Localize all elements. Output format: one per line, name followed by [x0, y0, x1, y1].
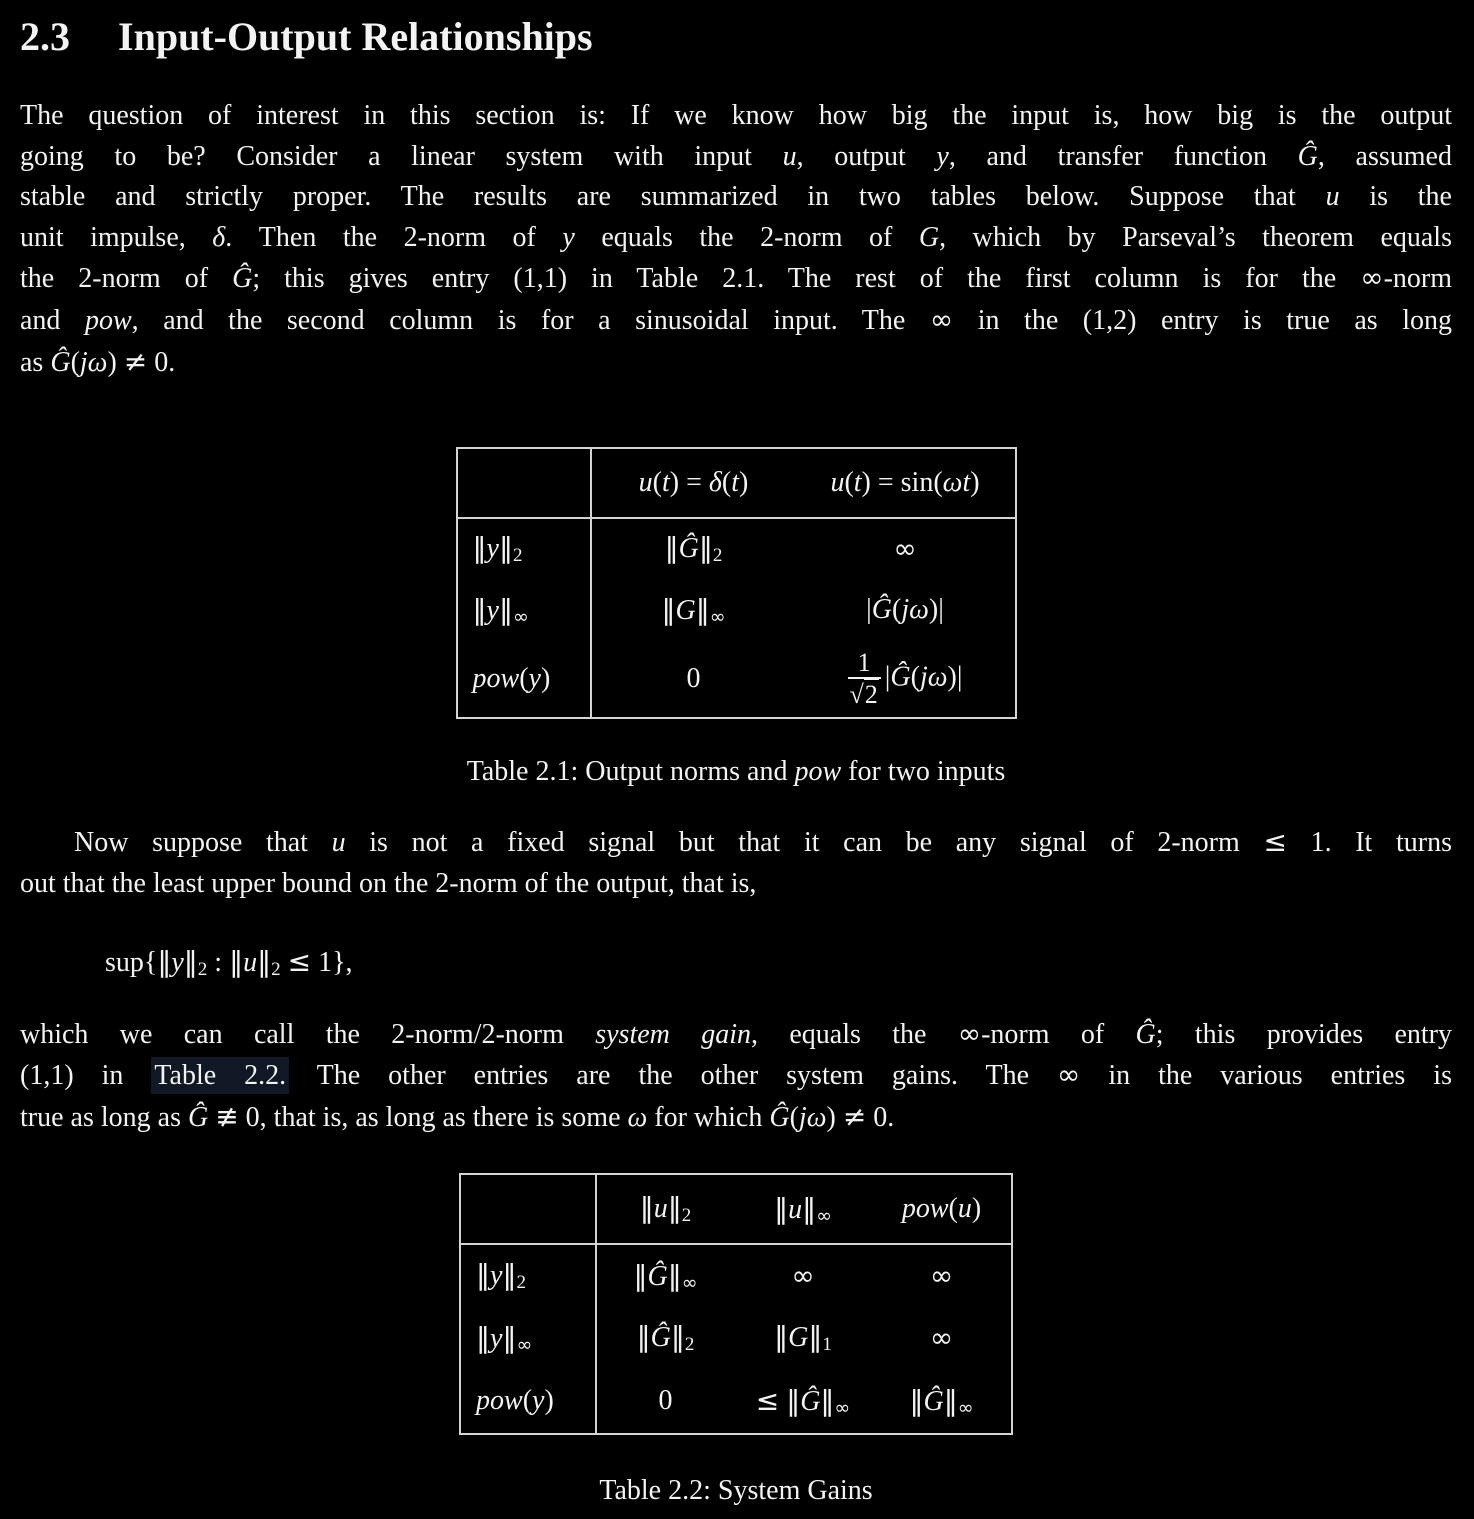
text-segment: is not a fixed signal but that it can be any signal of 2-norm	[345, 827, 1264, 859]
t2-row2-cell-3	[872, 1307, 1012, 1369]
text-segment: unit impulse,	[20, 221, 213, 253]
math-variable: u	[1325, 181, 1340, 213]
text-line	[20, 137, 1452, 178]
math-variable: δ	[212, 221, 226, 253]
text-segment: ∞	[929, 302, 954, 336]
text-segment: (1,1) in	[20, 1060, 152, 1092]
math-variable: Ĝ	[923, 1385, 944, 1417]
text-segment: ‖	[909, 1383, 924, 1417]
text-line	[20, 1097, 1452, 1139]
text-line	[20, 1014, 1452, 1056]
math-variable: t	[853, 467, 862, 499]
text-segment: the 2-norm of	[20, 263, 233, 295]
text-segment: ‖	[774, 1191, 789, 1225]
t1-row3-cell-impulse	[591, 641, 796, 718]
text-segment: The other entries are the other system gains. The	[289, 1060, 1058, 1092]
math-variable: G	[675, 594, 696, 626]
t1-row3-sin-expression	[885, 662, 963, 693]
text-segment: ∞	[957, 1396, 974, 1419]
text-segment: ≤	[755, 1383, 780, 1417]
fraction-one-over-sqrt2	[848, 649, 881, 709]
text-segment: 2	[516, 1272, 526, 1294]
math-variable: pow	[476, 1385, 523, 1417]
text-segment: )|	[947, 661, 963, 693]
text-segment: ‖	[476, 1320, 490, 1354]
table-2-2	[459, 1173, 1013, 1435]
text-segment: 0.	[147, 346, 176, 378]
text-segment: )	[826, 1101, 843, 1133]
text-segment: ‖	[639, 1191, 654, 1225]
text-segment: in the various entries is	[1080, 1060, 1452, 1092]
text-segment: ) = sin(	[861, 467, 943, 499]
t1-row2-cell-sinusoid	[796, 579, 1016, 641]
math-variable: y	[936, 140, 949, 172]
text-segment: ‖	[229, 945, 244, 979]
text-segment: equals the 2-norm of	[574, 221, 919, 253]
t2-row2-cell-1	[596, 1307, 734, 1369]
text-segment: )	[739, 467, 749, 499]
text-segment: ≢	[215, 1099, 239, 1133]
math-variable: G	[788, 1322, 809, 1354]
t2-head-u2	[596, 1174, 734, 1244]
table-row	[457, 448, 1016, 518]
text-line	[20, 258, 1452, 300]
text-segment: ∞	[1360, 261, 1384, 295]
math-variable: u	[957, 1193, 972, 1225]
text-segment: 1	[822, 1334, 832, 1356]
math-variable: Ĝ	[890, 661, 911, 693]
t1-row1-cell-sinusoid	[796, 518, 1016, 579]
t2-row1-cell-1	[596, 1244, 734, 1307]
text-segment: ≤	[287, 945, 312, 979]
section-heading	[20, 14, 1452, 60]
text-segment	[281, 947, 288, 978]
text-segment: 0	[658, 1385, 673, 1417]
text-segment: ; this provides entry	[1155, 1018, 1452, 1050]
text-segment: ‖	[670, 1320, 685, 1354]
math-variable: y	[532, 1385, 545, 1417]
section-number: 2.3	[20, 14, 70, 59]
math-variable: Ĝ	[50, 346, 71, 378]
text-segment: Table 2.2: System Gains	[599, 1475, 873, 1507]
t2-row3-cell-1	[596, 1369, 734, 1434]
math-variable: jω	[798, 1101, 827, 1133]
text-segment: for which	[647, 1101, 770, 1133]
math-variable: u	[830, 467, 845, 499]
text-segment: ‖	[664, 531, 679, 565]
t1-head-impulse	[591, 448, 796, 518]
table-2-2-caption	[20, 1471, 1452, 1511]
text-segment: 0, that is, as long as there is some	[238, 1101, 628, 1133]
t2-row1-cell-2	[734, 1244, 872, 1307]
text-segment: Now suppose that	[74, 827, 332, 859]
t1-head-sinusoid	[796, 448, 1016, 518]
text-segment: ∞	[957, 1016, 982, 1050]
text-segment: ∞	[816, 1204, 832, 1227]
table-row	[460, 1244, 1012, 1307]
text-segment: ‖	[636, 1320, 651, 1354]
math-variable: Ĝ	[650, 1322, 671, 1354]
fraction-numerator: 1	[857, 648, 871, 678]
t2-row1-label	[460, 1244, 596, 1307]
text-segment: for two inputs	[841, 756, 1006, 788]
text-segment: 0.	[866, 1101, 895, 1133]
text-segment: (	[789, 1101, 799, 1133]
text-segment: (	[844, 467, 854, 499]
math-variable: pow	[794, 756, 842, 788]
text-segment: 0	[686, 663, 701, 695]
paragraph-2	[20, 822, 1452, 904]
text-segment: ‖	[498, 531, 513, 565]
text-segment: which we can call the 2-norm/2-norm	[20, 1018, 596, 1050]
text-segment: and	[20, 304, 85, 336]
math-variable: y	[490, 1260, 503, 1292]
text-segment: 2	[271, 959, 281, 981]
text-segment: (	[948, 1193, 958, 1225]
text-segment: ‖	[502, 1320, 517, 1354]
table-row	[460, 1369, 1012, 1434]
text-segment: ∞	[834, 1396, 851, 1419]
text-segment: ‖	[472, 592, 487, 626]
table-row	[457, 641, 1016, 718]
text-segment: )|	[928, 594, 944, 626]
text-segment: ‖	[476, 1258, 490, 1292]
t2-row1-cell-3	[872, 1244, 1012, 1307]
text-line	[20, 96, 1452, 137]
t2-corner-cell	[460, 1174, 596, 1244]
fraction-denominator	[848, 677, 881, 709]
math-variable: y	[486, 594, 499, 626]
math-variable: Ĝ	[800, 1385, 821, 1417]
text-segment: ∞	[791, 1259, 815, 1293]
text-segment: , which by Parseval’s theorem equals	[939, 221, 1452, 253]
text-segment: 1},	[311, 947, 353, 979]
text-segment: true as long as	[20, 1101, 188, 1133]
text-segment: The question of interest in this section is: If we know how big the input is, how big is the output	[20, 100, 1452, 131]
text-segment: -norm	[1383, 263, 1452, 295]
text-segment: ≠	[842, 1099, 867, 1133]
math-variable: δ	[708, 467, 722, 499]
text-segment: , assumed	[1317, 140, 1452, 172]
table-row	[460, 1307, 1012, 1369]
t2-head-powu	[872, 1174, 1012, 1244]
t2-row3-cell-3	[872, 1369, 1012, 1434]
text-segment: )	[970, 467, 980, 499]
text-segment: ‖	[502, 1258, 517, 1292]
text-segment: , and the second column is for a sinusoidal input. The	[131, 304, 930, 336]
math-variable: jω	[79, 346, 108, 378]
text-segment: 2	[681, 1205, 692, 1227]
text-segment: ‖	[667, 1191, 682, 1225]
math-variable: jω	[919, 661, 948, 693]
math-variable: system gain	[595, 1018, 752, 1050]
text-line	[20, 1055, 1452, 1097]
text-segment: ∞	[709, 605, 726, 628]
text-segment: in the (1,2) entry is true as long	[953, 304, 1452, 336]
text-segment: ∞	[512, 605, 529, 628]
math-variable: u	[243, 947, 258, 979]
link-table-2-2[interactable]: Table 2.2.	[151, 1057, 289, 1094]
math-variable: Ĝ	[1135, 1018, 1156, 1050]
text-segment: (	[519, 663, 529, 695]
table-row	[457, 579, 1016, 641]
text-segment: 1. It turns	[1286, 827, 1452, 859]
text-segment: ∞	[681, 1271, 698, 1294]
math-variable: u	[331, 827, 346, 859]
text-segment: ‖	[695, 592, 710, 626]
t2-row2-cell-2	[734, 1307, 872, 1369]
sqrt-sign: √	[849, 680, 864, 710]
t1-row1-cell-impulse	[591, 518, 796, 579]
text-segment: ‖	[943, 1383, 958, 1417]
text-segment: (	[892, 594, 902, 626]
text-segment: ‖	[183, 945, 198, 979]
text-line	[20, 864, 1452, 905]
text-segment: stable and strictly proper. The results are summarized in two tables below. Suppose that	[20, 181, 1326, 213]
math-variable: ω	[627, 1101, 648, 1133]
text-segment: (	[522, 1385, 533, 1417]
t2-row3-label	[460, 1369, 596, 1434]
text-segment: ‖	[802, 1191, 817, 1225]
text-segment: 2	[512, 545, 523, 567]
text-segment: 2	[712, 545, 723, 567]
math-variable: Ĝ	[232, 263, 253, 295]
t1-row3-label	[457, 641, 591, 718]
section-title: Input-Output Relationships	[118, 14, 593, 59]
table-row	[460, 1174, 1012, 1244]
text-segment: (	[652, 467, 662, 499]
text-segment: ≠	[123, 344, 148, 378]
math-variable: pow	[84, 304, 132, 336]
text-segment: (	[721, 467, 732, 499]
text-segment: Table 2.1: Output norms and	[466, 756, 795, 788]
text-line	[20, 300, 1452, 342]
text-segment: as	[20, 346, 51, 378]
math-variable: Ĝ	[769, 1101, 790, 1133]
text-segment: ‖	[698, 531, 713, 565]
sqrt-radicand: 2	[864, 680, 878, 710]
text-segment: ‖	[157, 945, 172, 979]
text-segment: ∞	[929, 1259, 954, 1293]
math-variable: u	[782, 140, 797, 172]
text-line	[20, 822, 1452, 864]
text-segment: )	[971, 1193, 982, 1225]
text-segment: 2	[684, 1334, 695, 1356]
text-segment: ∞	[893, 532, 917, 566]
math-variable: u	[788, 1193, 803, 1225]
table-2-1-caption	[20, 752, 1452, 792]
math-variable: u	[653, 1193, 668, 1225]
math-variable: Ĝ	[647, 1260, 668, 1292]
text-segment: ∞	[1057, 1058, 1081, 1092]
text-segment: :	[207, 947, 230, 979]
math-variable: y	[528, 663, 541, 695]
math-variable: Ĝ	[1297, 140, 1318, 172]
text-segment: ‖	[472, 531, 487, 565]
t1-row2-label	[457, 579, 591, 641]
text-segment: )	[107, 346, 124, 378]
text-segment: , equals the	[751, 1018, 958, 1050]
paragraph-3	[20, 1014, 1452, 1139]
text-segment: ‖	[820, 1383, 835, 1417]
table-2-2-wrapper	[20, 1173, 1452, 1435]
text-segment: ‖	[257, 945, 272, 979]
text-segment: ‖	[808, 1320, 823, 1354]
t2-head-uinf	[734, 1174, 872, 1244]
t2-row2-label	[460, 1307, 596, 1369]
display-equation	[105, 940, 1452, 992]
text-segment: ‖	[774, 1320, 789, 1354]
table-row	[457, 518, 1016, 579]
text-segment: ) =	[669, 467, 709, 499]
math-variable: y	[562, 221, 575, 253]
t1-corner-cell	[457, 448, 591, 518]
paragraph-1	[20, 96, 1452, 383]
text-line	[20, 342, 1452, 384]
math-variable: t	[731, 467, 740, 499]
math-variable: y	[171, 947, 184, 979]
math-variable: y	[486, 533, 499, 565]
t1-row2-cell-impulse	[591, 579, 796, 641]
math-variable: u	[638, 467, 653, 499]
text-segment: sup{	[105, 947, 158, 979]
text-segment: (	[70, 346, 80, 378]
text-segment: |	[884, 661, 891, 693]
text-segment: -norm of	[981, 1018, 1136, 1050]
math-variable: pow	[472, 663, 520, 695]
text-segment: going to be? Consider a linear system with input	[20, 140, 783, 172]
text-segment: |	[866, 594, 872, 626]
t1-row3-cell-sinusoid	[796, 641, 1016, 718]
math-variable: Ĝ	[871, 594, 892, 626]
text-segment: ‖	[786, 1383, 801, 1417]
t1-row1-label	[457, 518, 591, 579]
math-variable: pow	[901, 1193, 949, 1225]
text-line	[20, 177, 1452, 218]
text-segment: )	[544, 1385, 554, 1417]
text-segment: ≤	[1263, 825, 1287, 859]
math-variable: Ĝ	[187, 1101, 209, 1133]
table-2-1-wrapper	[20, 447, 1452, 719]
text-segment: (	[910, 661, 920, 693]
text-segment: . Then the 2-norm of	[225, 221, 563, 253]
text-segment: 2	[197, 959, 208, 981]
text-segment: , and transfer function	[948, 140, 1298, 172]
table-2-1	[456, 447, 1017, 719]
text-segment: ‖	[667, 1258, 682, 1292]
math-variable: ωt	[942, 467, 971, 499]
t2-row3-cell-2	[734, 1369, 872, 1434]
text-segment: out that the least upper bound on the 2-norm of the output, that is,	[20, 867, 757, 899]
math-variable: y	[490, 1322, 503, 1354]
text-segment: ∞	[929, 1321, 954, 1355]
text-segment: ‖	[498, 592, 513, 626]
text-segment: , output	[796, 140, 937, 172]
text-segment: ‖	[661, 592, 676, 626]
text-segment: is the	[1339, 181, 1452, 213]
text-segment: )	[540, 663, 551, 695]
math-variable: Ĝ	[678, 533, 699, 565]
math-variable: t	[661, 467, 670, 499]
math-variable: G	[918, 221, 940, 253]
text-line	[20, 218, 1452, 259]
math-variable: jω	[901, 594, 929, 626]
text-segment: ‖	[633, 1258, 648, 1292]
text-segment: ∞	[516, 1333, 533, 1356]
text-segment: ; this gives entry (1,1) in Table 2.1. The rest of the first column is for the	[252, 263, 1361, 295]
